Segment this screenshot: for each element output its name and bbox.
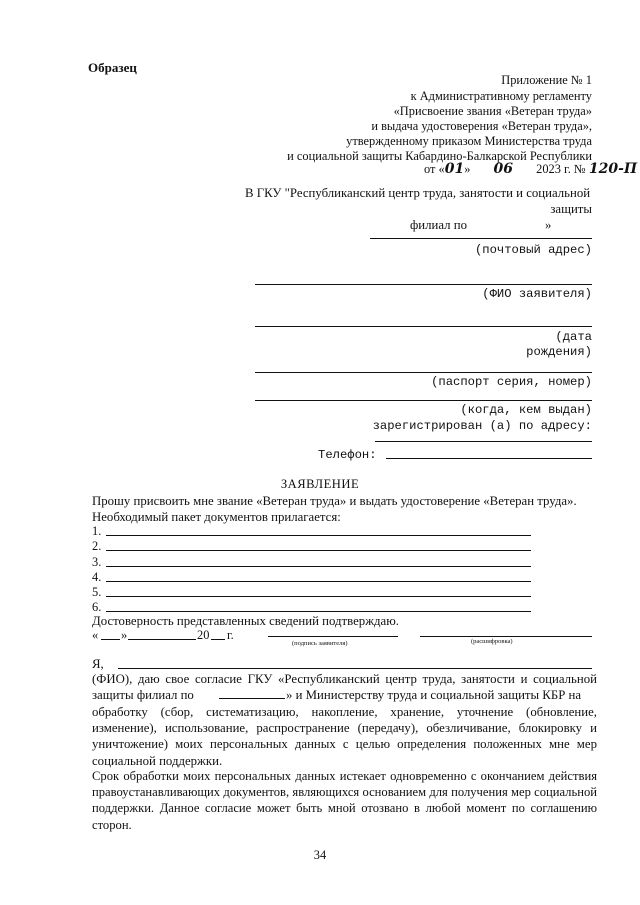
- consent-line-1: (ФИО), даю свое согласие ГКУ «Республиканский центр труда, занятости и социальной: [92, 672, 597, 686]
- birth-date-line[interactable]: [255, 326, 592, 327]
- sample-label: Образец: [88, 60, 137, 75]
- postal-address-caption: (почтовый адрес): [474, 243, 592, 257]
- passport-line[interactable]: [255, 372, 592, 373]
- applicant-fio-line[interactable]: [255, 284, 592, 285]
- doc-item-line-6[interactable]: [106, 611, 531, 612]
- passport-caption: (паспорт серия, номер): [431, 375, 592, 389]
- annex-line-6: и социальной защиты Кабардино-Балкарской Республики: [287, 149, 592, 163]
- decode-caption: (расшифровка): [471, 638, 513, 645]
- birth-date-caption-1: (дата: [555, 330, 592, 344]
- annex-date-day: 01: [444, 161, 465, 177]
- phone-label: Телефон:: [318, 448, 377, 462]
- request-text: Прошу присвоить мне звание «Ветеран труда» и выдать удостоверение «Ветеран труда».: [92, 494, 577, 508]
- page-number: 34: [313, 848, 327, 862]
- sign-date-close: »: [121, 628, 128, 642]
- annex-line-4: и выдача удостоверения «Ветеран труда»,: [371, 119, 592, 133]
- sign-date-day-line[interactable]: [101, 639, 120, 640]
- recipient-branch-end: »: [545, 218, 552, 232]
- annex-date-row: [424, 160, 637, 178]
- annex-date-month: 06: [493, 161, 514, 177]
- annex-line-1: Приложение № 1: [501, 73, 592, 87]
- annex-date-year: 2023 г. №: [536, 162, 586, 176]
- doc-item-number-2: 2.: [92, 539, 102, 553]
- doc-item-number-5: 5.: [92, 585, 102, 599]
- doc-item-number-4: 4.: [92, 570, 102, 584]
- sign-date-month-line[interactable]: [128, 639, 196, 640]
- applicant-fio-caption: (ФИО заявителя): [482, 287, 592, 301]
- registration-address-caption: зарегистрирован (а) по адресу:: [372, 419, 592, 433]
- documents-text: Необходимый пакет документов прилагается:: [92, 510, 341, 524]
- consent-fio-line[interactable]: [118, 668, 592, 669]
- doc-item-line-4[interactable]: [106, 581, 531, 582]
- doc-item-line-2[interactable]: [106, 550, 531, 551]
- sign-date-year: 20: [197, 628, 210, 642]
- signature-line[interactable]: [268, 636, 398, 637]
- registration-address-line[interactable]: [375, 441, 592, 442]
- recipient-line-1: В ГКУ "Республиканский центр труда, занятости и социальной: [245, 186, 591, 200]
- phone-line[interactable]: [386, 458, 592, 459]
- consent-branch-line[interactable]: [219, 698, 285, 699]
- doc-item-line-1[interactable]: [106, 535, 531, 536]
- passport-issued-line[interactable]: [255, 400, 592, 401]
- doc-item-number-1: 1.: [92, 524, 102, 538]
- document-title: ЗАЯВЛЕНИЕ: [280, 477, 360, 491]
- postal-address-line[interactable]: [370, 238, 592, 239]
- consent-ya: Я,: [92, 657, 104, 671]
- consent-paragraph: обработку (сбор, систематизацию, накопление, хранение, уточнение (обновление, изменение), использование, распространение (передачу), обезличивание, блокировку и уничтожение) моих персональных данных с целью определения положенных мне мер социальной поддержки.: [92, 705, 597, 768]
- consent-line-2-end: » и Министерству труда и социальной защиты КБР на: [286, 688, 582, 702]
- doc-item-line-5[interactable]: [106, 596, 531, 597]
- term-paragraph: Срок обработки моих персональных данных истекает одновременно с окончанием действия правоустанавливающих документов, являющихся основанием для получения мер социальной поддержки. Данное согласие может быть мной отозвано в любой момент по соглашению сторон.: [92, 769, 597, 832]
- annex-date-prefix: от «: [424, 162, 445, 176]
- annex-date-number: 120-П: [588, 161, 638, 177]
- annex-line-2: к Административному регламенту: [410, 89, 592, 103]
- annex-date-mid: »: [464, 162, 471, 176]
- doc-item-number-3: 3.: [92, 555, 102, 569]
- doc-item-line-3[interactable]: [106, 566, 531, 567]
- signature-caption: (подпись заявителя): [292, 640, 348, 647]
- decode-line[interactable]: [420, 636, 592, 637]
- consent-line-2-start: защиты филиал по: [92, 688, 194, 702]
- annex-line-5: утвержденному приказом Министерства труда: [346, 134, 592, 148]
- annex-line-3: «Присвоение звания «Ветеран труда»: [393, 104, 592, 118]
- sign-date-suffix: г.: [227, 628, 234, 642]
- recipient-branch: филиал по: [410, 218, 467, 232]
- passport-issued-caption: (когда, кем выдан): [460, 403, 592, 417]
- birth-date-caption-2: рождения): [526, 345, 592, 359]
- recipient-line-2: защиты: [550, 202, 592, 216]
- doc-item-number-6: 6.: [92, 600, 102, 614]
- confirm-text: Достоверность представленных сведений подтверждаю.: [92, 614, 399, 628]
- sign-date-year-line[interactable]: [211, 639, 225, 640]
- sign-date-open: «: [92, 628, 99, 642]
